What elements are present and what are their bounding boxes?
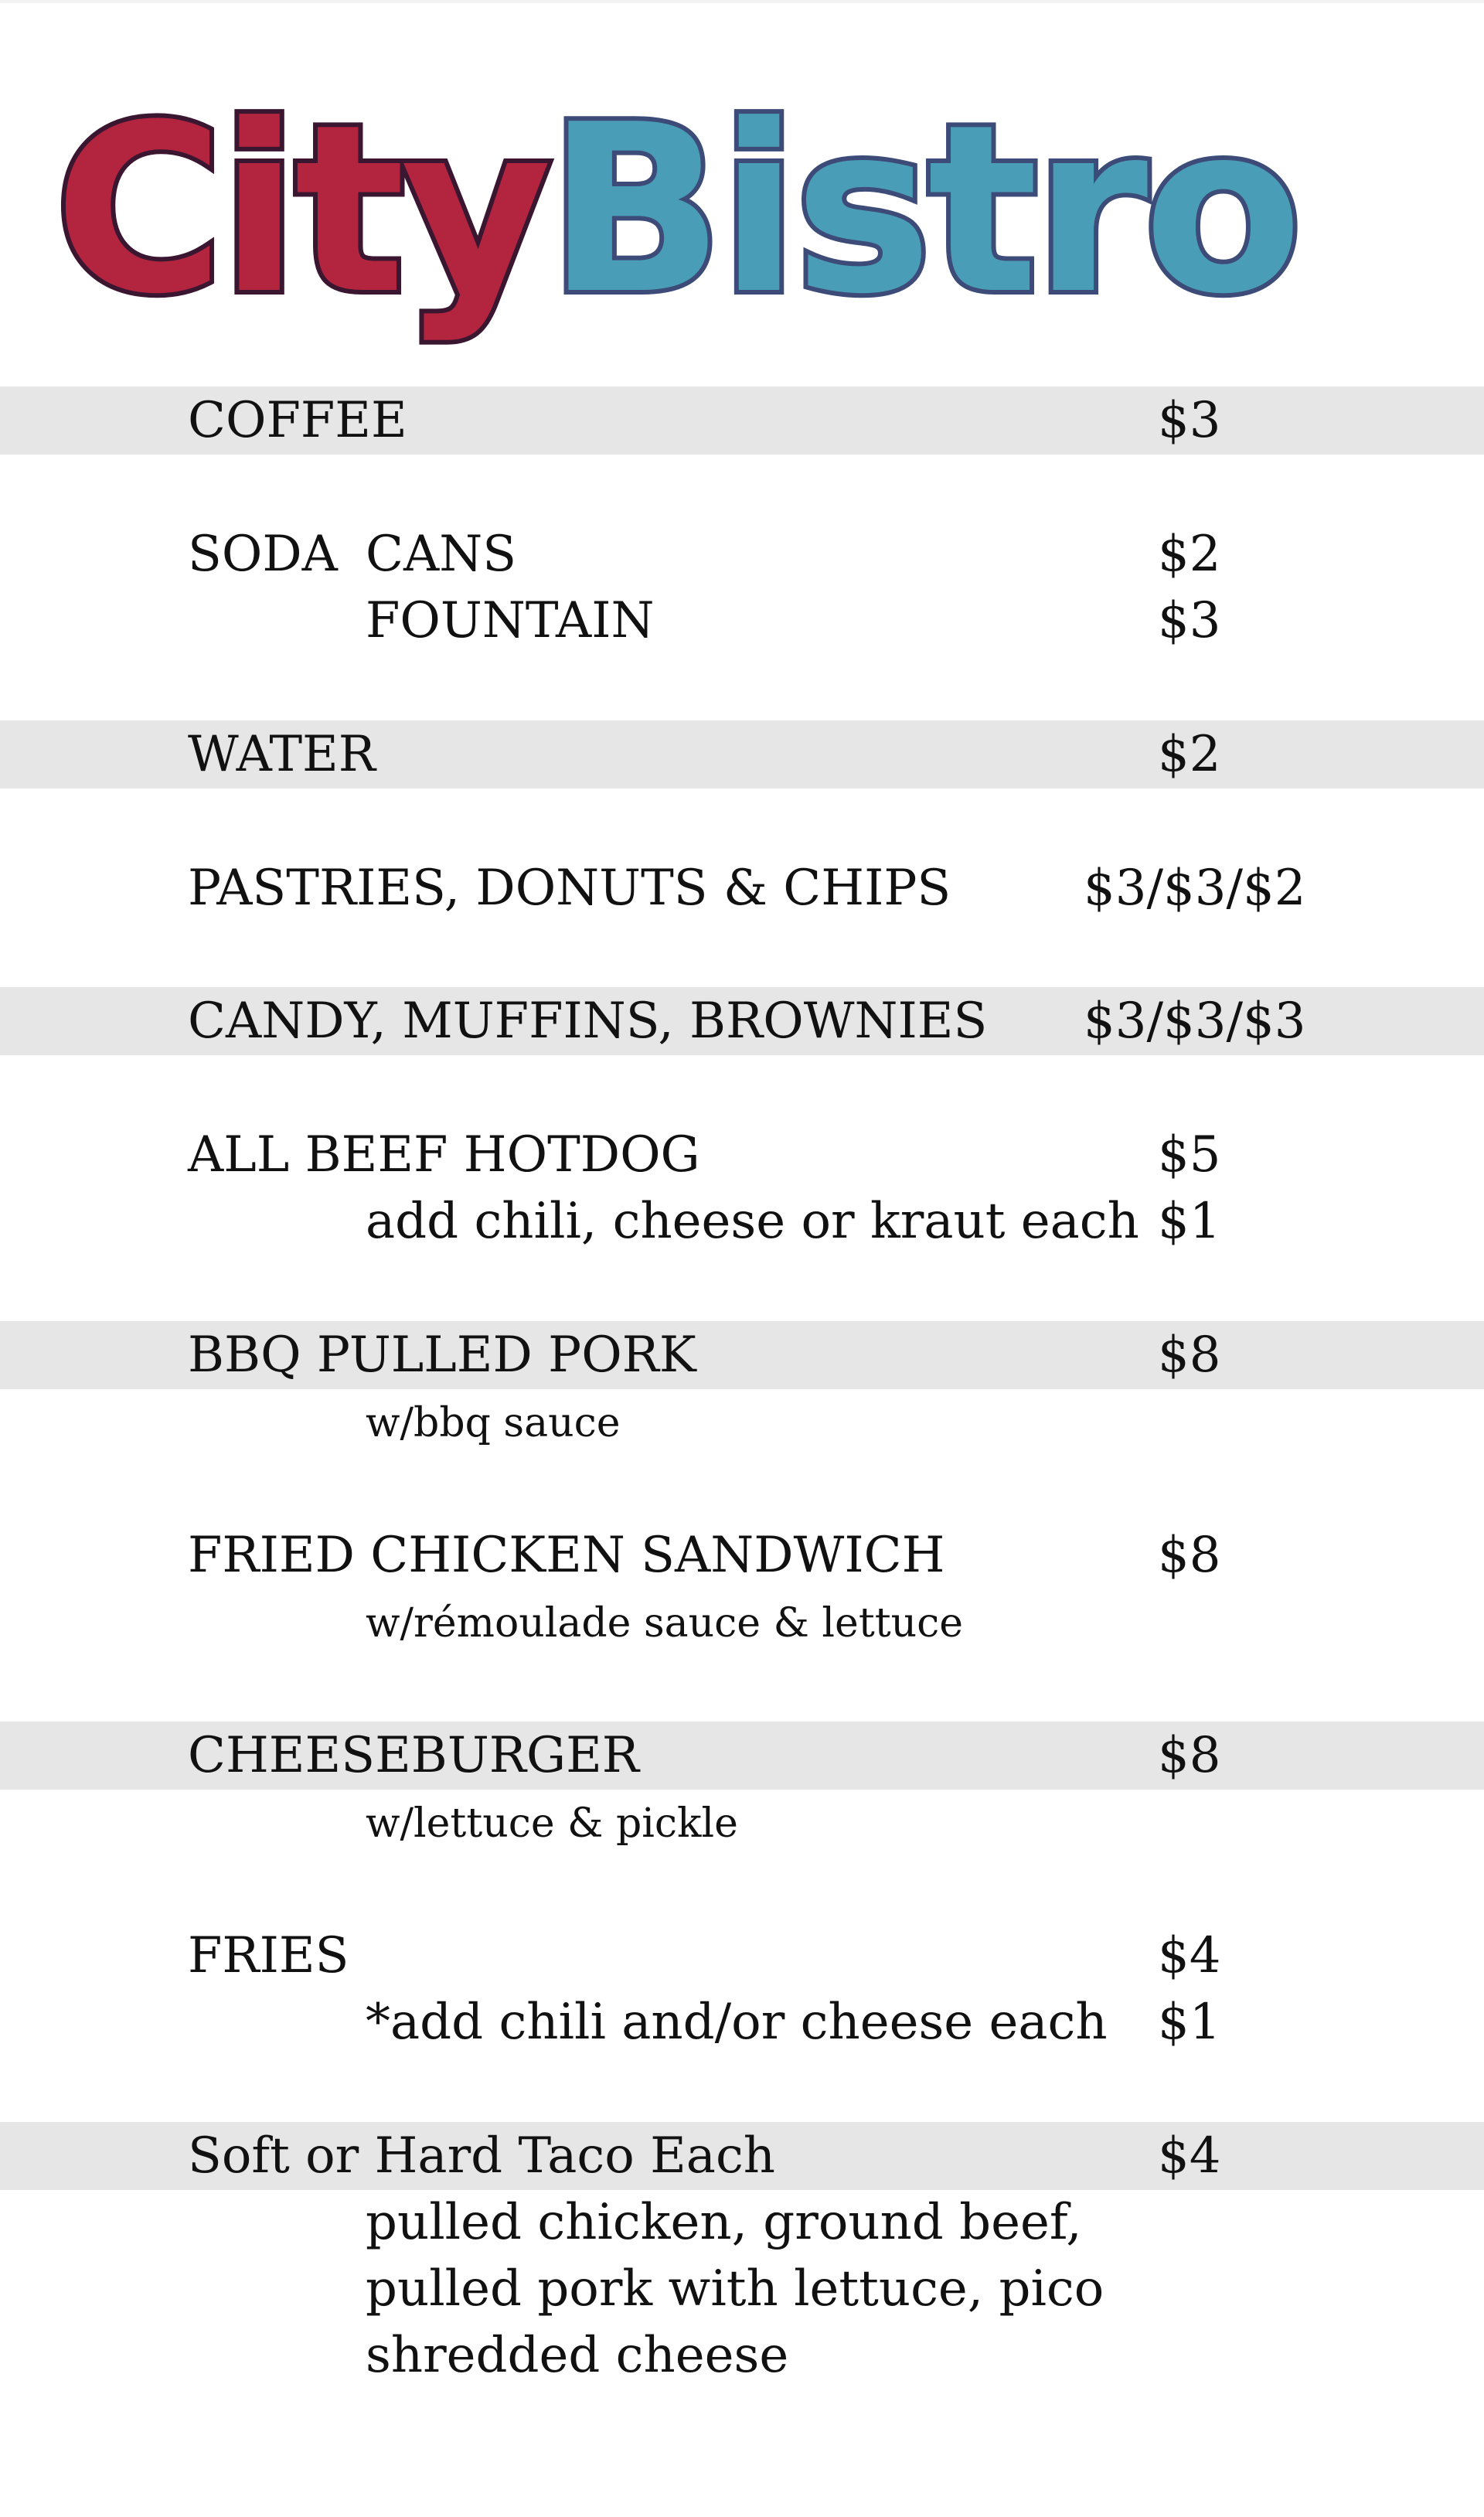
item-taco-name: Soft or Hard Taco Each: [188, 2127, 775, 2185]
item-taco-desc-line: pulled pork with lettuce, pico: [366, 2260, 1104, 2318]
item-water-name: WATER: [188, 726, 376, 783]
logo-city-text: City: [54, 75, 547, 345]
item-taco-desc-line: shredded cheese: [366, 2327, 789, 2384]
item-coffee-name: COFFEE: [188, 392, 407, 449]
item-soda-name: SODA: [188, 526, 338, 583]
item-pastries-name: PASTRIES, DONUTS & CHIPS: [188, 860, 951, 917]
item-chicken-note: w/rémoulade sauce & lettuce: [366, 1600, 963, 1647]
item-fries-name: FRIES: [188, 1927, 349, 1984]
item-candy-price: $3/$3/$3: [1084, 993, 1306, 1050]
item-cheeseburger-name: CHEESEBURGER: [188, 1727, 639, 1784]
item-bbq-price: $8: [1158, 1327, 1221, 1384]
item-cheeseburger-note: w/lettuce & pickle: [366, 1800, 738, 1847]
item-soda-fountain-label: FOUNTAIN: [366, 592, 655, 649]
item-taco-price: $4: [1158, 2127, 1221, 2185]
item-coffee-price: $3: [1158, 392, 1221, 449]
item-hotdog-addon: add chili, cheese or kraut each: [366, 1193, 1139, 1250]
item-fries-price: $4: [1158, 1927, 1221, 1984]
item-pastries-price: $3/$3/$2: [1084, 860, 1306, 917]
svg-text:CityBistro: [54, 75, 1298, 345]
item-taco-desc-line: pulled chicken, ground beef,: [366, 2194, 1082, 2251]
item-soda-cans-label: CANS: [366, 526, 517, 583]
item-hotdog-addon-price: $1: [1158, 1193, 1221, 1250]
top-divider: [0, 0, 1484, 3]
item-fries-addon: *add chili and/or cheese each: [366, 1994, 1108, 2051]
item-candy-name: CANDY, MUFFINS, BROWNIES: [188, 993, 988, 1050]
item-bbq-note: w/bbq sauce: [366, 1400, 621, 1446]
item-fries-addon-price: $1: [1158, 1994, 1221, 2051]
item-hotdog-name: ALL BEEF HOTDOG: [188, 1126, 700, 1184]
city-bistro-logo: [54, 54, 1329, 348]
item-soda-cans-price: $2: [1158, 526, 1221, 583]
item-bbq-name: BBQ PULLED PORK: [188, 1327, 696, 1384]
item-water-price: $2: [1158, 726, 1221, 783]
item-cheeseburger-price: $8: [1158, 1727, 1221, 1784]
item-hotdog-price: $5: [1158, 1126, 1221, 1184]
item-soda-fountain-price: $3: [1158, 592, 1221, 649]
item-chicken-price: $8: [1158, 1527, 1221, 1584]
item-chicken-name: FRIED CHICKEN SANDWICH: [188, 1527, 945, 1584]
logo-bistro-text: Bistro: [546, 75, 1298, 345]
